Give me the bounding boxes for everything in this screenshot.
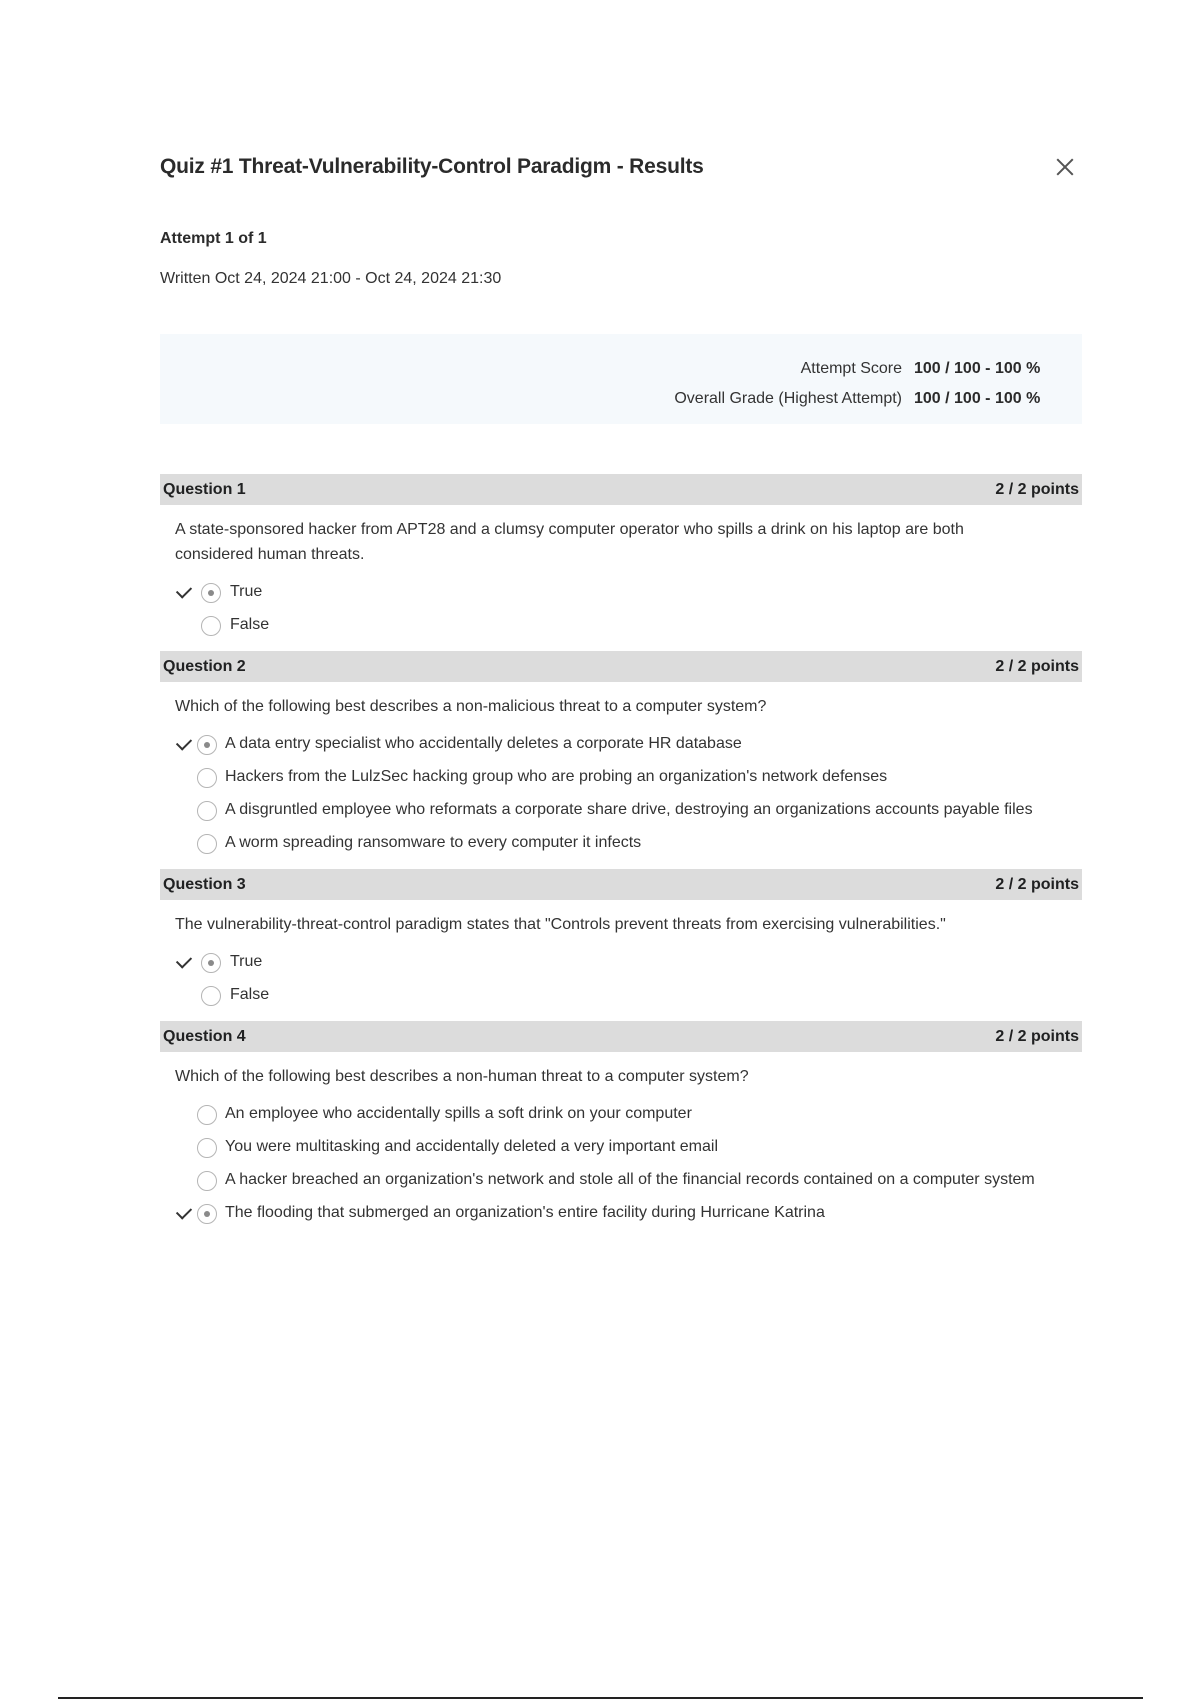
question-points: 2 / 2 points	[995, 875, 1079, 893]
option-label: A hacker breached an organization's network and stole all of the financial records contained on a computer system	[225, 1171, 1035, 1188]
question-points: 2 / 2 points	[995, 657, 1079, 675]
overall-grade-label: Overall Grade (Highest Attempt)	[674, 390, 902, 407]
attempt-score-label: Attempt Score	[800, 360, 902, 377]
option-label: True	[230, 583, 263, 600]
option-label: An employee who accidentally spills a soft drink on your computer	[225, 1105, 692, 1122]
option-label: True	[230, 953, 263, 970]
option-label: Hackers from the LulzSec hacking group who are probing an organization's network defenses	[225, 768, 888, 785]
answer-option	[175, 1167, 1082, 1200]
question-2	[160, 651, 1082, 869]
question-list	[160, 474, 1082, 1239]
answer-option	[175, 579, 1082, 612]
question-header	[160, 1021, 1082, 1052]
radio-button-selected[interactable]	[197, 735, 217, 755]
answer-option	[175, 797, 1082, 830]
score-summary	[160, 334, 1082, 424]
question-3	[160, 869, 1082, 1021]
option-label: False	[230, 986, 270, 1003]
question-1	[160, 474, 1082, 651]
radio-button-selected[interactable]	[197, 1204, 217, 1224]
checkmark-icon	[176, 734, 192, 750]
answer-options	[160, 1101, 1082, 1239]
answer-option	[175, 1200, 1082, 1233]
results-content	[160, 150, 1082, 1239]
answer-option	[175, 612, 1082, 645]
option-label: A worm spreading ransomware to every computer it infects	[225, 834, 642, 851]
question-text: Which of the following best describes a non-human threat to a computer system?	[175, 1068, 749, 1085]
question-title: Question 1	[163, 480, 246, 498]
answer-option	[175, 982, 1082, 1015]
page-title: Quiz #1 Threat-Vulnerability-Control Paradigm - Results	[160, 155, 704, 178]
results-header	[160, 150, 1082, 184]
radio-button-selected[interactable]	[201, 583, 221, 603]
answer-option	[175, 764, 1082, 797]
page-bottom-rule	[58, 1697, 1143, 1699]
question-4	[160, 1021, 1082, 1239]
radio-button[interactable]	[201, 616, 221, 636]
radio-button[interactable]	[201, 986, 221, 1006]
question-text: Which of the following best describes a non-malicious threat to a computer system?	[175, 698, 767, 715]
option-label: The flooding that submerged an organization's entire facility during Hurricane Katrina	[225, 1204, 825, 1221]
answer-option	[175, 949, 1082, 982]
question-text: The vulnerability-threat-control paradigm states that "Controls prevent threats from exercising vulnerabilities."	[175, 916, 946, 933]
answer-option	[175, 731, 1082, 764]
radio-button-selected[interactable]	[201, 953, 221, 973]
radio-button[interactable]	[197, 768, 217, 788]
checkmark-icon	[176, 1203, 192, 1219]
close-icon[interactable]	[1050, 152, 1080, 182]
question-title: Question 2	[163, 657, 246, 675]
radio-button[interactable]	[197, 1105, 217, 1125]
written-timestamp: Written Oct 24, 2024 21:00 - Oct 24, 2024 21:30	[160, 270, 502, 287]
radio-button[interactable]	[197, 1138, 217, 1158]
answer-options	[160, 949, 1082, 1021]
question-points: 2 / 2 points	[995, 480, 1079, 498]
question-header	[160, 651, 1082, 682]
answer-option	[175, 1134, 1082, 1167]
question-title: Question 3	[163, 875, 246, 893]
answer-options	[160, 731, 1082, 869]
attempt-score-row	[160, 354, 1054, 384]
option-label: False	[230, 616, 270, 633]
checkmark-icon	[176, 582, 192, 598]
radio-button[interactable]	[197, 801, 217, 821]
option-label: A disgruntled employee who reformats a corporate share drive, destroying an organizations accounts payable files	[225, 801, 1033, 818]
question-header	[160, 869, 1082, 900]
option-label: A data entry specialist who accidentally deletes a corporate HR database	[225, 735, 742, 752]
radio-button[interactable]	[197, 1171, 217, 1191]
answer-option	[175, 1101, 1082, 1134]
radio-button[interactable]	[197, 834, 217, 854]
answer-options	[160, 579, 1082, 651]
checkmark-icon	[176, 952, 192, 968]
question-points: 2 / 2 points	[995, 1027, 1079, 1045]
question-text: A state-sponsored hacker from APT28 and a clumsy computer operator who spills a drink on his laptop are both considered human threats.	[175, 521, 964, 563]
question-header	[160, 474, 1082, 505]
question-title: Question 4	[163, 1027, 246, 1045]
attempt-label: Attempt 1 of 1	[160, 230, 267, 247]
attempt-score-value: 100 / 100 - 100 %	[914, 360, 1041, 377]
overall-grade-value: 100 / 100 - 100 %	[914, 390, 1041, 407]
overall-grade-row	[160, 384, 1054, 414]
answer-option	[175, 830, 1082, 863]
option-label: You were multitasking and accidentally deleted a very important email	[225, 1138, 719, 1155]
